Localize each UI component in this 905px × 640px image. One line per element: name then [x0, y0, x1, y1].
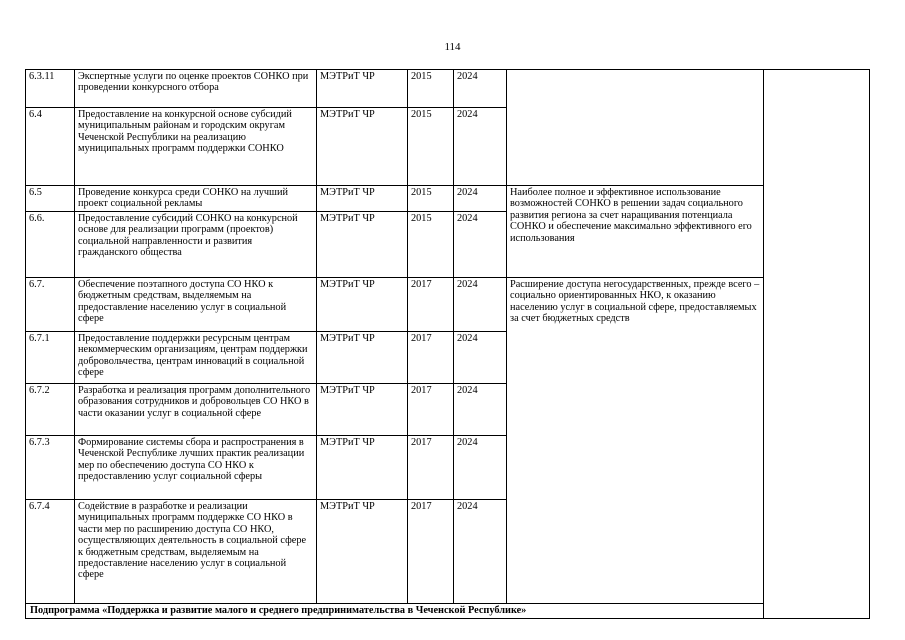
- row-number: 6.7.4: [26, 500, 75, 604]
- result-text-1: Наиболее полное и эффективное использование возможностей СОНКО в решении задач социального развития региона за счет наращивания потенциала СОНКО и обеспечение максимально эффективного его использования: [507, 186, 764, 278]
- row-start-year: 2017: [408, 500, 454, 604]
- result-cell-empty: [507, 70, 764, 186]
- page-number: 114: [444, 41, 461, 53]
- row-end-year: 2024: [454, 436, 507, 500]
- row-number: 6.4: [26, 108, 75, 186]
- row-number: 6.7.3: [26, 436, 75, 500]
- row-organization: МЭТРиТ ЧР: [317, 212, 408, 278]
- table-row: [26, 70, 870, 108]
- row-start-year: 2015: [408, 108, 454, 186]
- row-organization: МЭТРиТ ЧР: [317, 500, 408, 604]
- row-start-year: 2015: [408, 70, 454, 108]
- table-row: [26, 186, 870, 212]
- row-name: Экспертные услуги по оценке проектов СОНКО при проведении конкурсного отбора: [75, 70, 317, 108]
- row-end-year: 2024: [454, 212, 507, 278]
- row-name: Предоставление субсидий СОНКО на конкурсной основе для реализации программ (проектов) социальной направленности и развития гражданского общества: [75, 212, 317, 278]
- row-organization: МЭТРиТ ЧР: [317, 186, 408, 212]
- row-end-year: 2024: [454, 278, 507, 332]
- row-name: Предоставление на конкурсной основе субсидий муниципальным районам и городским округам Чеченской Республики на реализацию муниципальных программ поддержки СОНКО: [75, 108, 317, 186]
- row-name: Проведение конкурса среди СОНКО на лучший проект социальной рекламы: [75, 186, 317, 212]
- row-end-year: 2024: [454, 70, 507, 108]
- row-organization: МЭТРиТ ЧР: [317, 384, 408, 436]
- row-start-year: 2015: [408, 212, 454, 278]
- row-end-year: 2024: [454, 384, 507, 436]
- row-number: 6.3.11: [26, 70, 75, 108]
- subprogram-title: Подпрограмма «Поддержка и развитие малого и среднего предпринимательства в Чеченской Республике»: [26, 604, 764, 619]
- row-start-year: 2015: [408, 186, 454, 212]
- row-organization: МЭТРиТ ЧР: [317, 108, 408, 186]
- row-organization: МЭТРиТ ЧР: [317, 332, 408, 384]
- row-number: 6.7.1: [26, 332, 75, 384]
- row-name: Предоставление поддержки ресурсным центрам некоммерческим организациям, центрам поддержки добровольчества, центрам инноваций в социальной сфере: [75, 332, 317, 384]
- row-start-year: 2017: [408, 332, 454, 384]
- row-start-year: 2017: [408, 384, 454, 436]
- row-end-year: 2024: [454, 108, 507, 186]
- last-column-cell: [764, 70, 870, 619]
- row-start-year: 2017: [408, 436, 454, 500]
- row-organization: МЭТРиТ ЧР: [317, 436, 408, 500]
- subprogram-row: [26, 604, 870, 619]
- row-end-year: 2024: [454, 332, 507, 384]
- row-number: 6.7.2: [26, 384, 75, 436]
- program-table: [25, 69, 870, 619]
- row-name: Формирование системы сбора и распространения в Чеченской Республике лучших практик реализации мер по обеспечению доступа СО НКО к предоставлению услуг социальной сферы: [75, 436, 317, 500]
- row-number: 6.6.: [26, 212, 75, 278]
- row-number: 6.5: [26, 186, 75, 212]
- table-row: [26, 278, 870, 332]
- row-start-year: 2017: [408, 278, 454, 332]
- row-organization: МЭТРиТ ЧР: [317, 70, 408, 108]
- row-number: 6.7.: [26, 278, 75, 332]
- row-end-year: 2024: [454, 186, 507, 212]
- result-text-2: Расширение доступа негосударственных, прежде всего – социально ориентированных НКО, к оказанию населению услуг в социальной сфере, предоставляемых за счет бюджетных средств: [507, 278, 764, 604]
- row-name: Обеспечение поэтапного доступа СО НКО к бюджетным средствам, выделяемым на предоставление населению услуг в социальной сфере: [75, 278, 317, 332]
- row-name: Разработка и реализация программ дополнительного образования сотрудников и добровольцев СО НКО в части оказании услуг в социальной сфере: [75, 384, 317, 436]
- row-end-year: 2024: [454, 500, 507, 604]
- row-name: Содействие в разработке и реализации муниципальных программ поддержке СО НКО в части мер по расширению доступа СО НКО, осуществляющих деятельность в социальной сфере к бюджетным средствам, выделяемым на предоставление населению услуг в социальной сфере: [75, 500, 317, 604]
- row-organization: МЭТРиТ ЧР: [317, 278, 408, 332]
